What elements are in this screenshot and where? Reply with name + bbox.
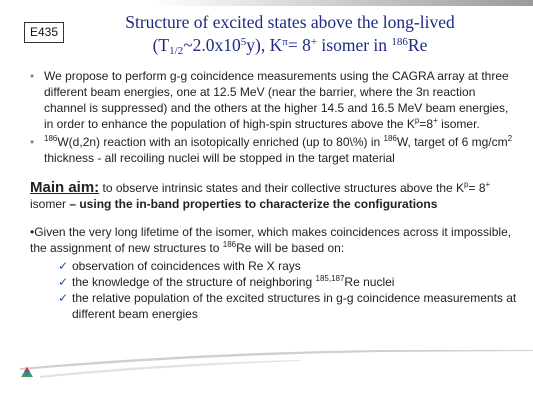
- bullet-dot: •: [30, 135, 35, 149]
- top-decoration: [150, 0, 533, 6]
- bottom-decoration: [0, 350, 533, 400]
- main-aim: Main aim: to observe intrinsic states and their collective structures above the $K^p= 8^+$ isomer – using the in-band properties to characterize the configurations: [30, 179, 491, 211]
- lifetime-paragraph: •Given the very long lifetime of the isomer, which makes coincidences across it impossible, the assignment of new structures to $^{186}$Re will be based on:: [30, 225, 512, 255]
- checklist: [58, 258, 520, 322]
- title-line-2: $(T_{1/2}\sim 2.0x10^5y)$, $K^\pi= 8^+$ isomer in $^{186}$Re: [152, 35, 428, 57]
- bullet-proposal: • We propose to perform g-g coincidence measurements using the CAGRA array at three different beam energies, one at 12.5 MeV (near the barrier, where the 3n reaction channel is suppressed) and the others at the higher 14.5 and 16.5 MeV beam energies, in order to enhance the population of high-spin structures above the $K^p=8^+$ isomer.: [30, 69, 509, 131]
- main-aim-label: Main aim:: [30, 179, 100, 196]
- logo-icon: [21, 364, 33, 374]
- bullet-reaction: • $^{186}$W(d,2n) reaction with an isotopically enriched (up to 80\%) in $^{186}$W, target of 6 $mg/cm^2$ thickness - all recoiling nuclei will be stopped in the target material: [30, 134, 513, 165]
- check-item-xrays: ✓ observation of coincidences with Re X rays: [58, 259, 301, 273]
- checkmark-icon: ✓: [58, 275, 69, 289]
- check-item-population: ✓ the relative population of the excited structures in g-g coincidence measurements at different beam energies: [58, 291, 517, 321]
- title-line-1: Structure of excited states above the long-lived: [125, 12, 455, 32]
- slide-title: [70, 12, 510, 61]
- slide-id-box: E435: [24, 22, 64, 43]
- checkmark-icon: ✓: [58, 259, 69, 273]
- checkmark-icon: ✓: [58, 291, 69, 305]
- check-item-neighboring: ✓ the knowledge of the structure of neighboring $^{185,187}$Re nuclei: [58, 274, 395, 289]
- slide-body: [30, 68, 520, 322]
- bullet-dot: •: [30, 69, 35, 83]
